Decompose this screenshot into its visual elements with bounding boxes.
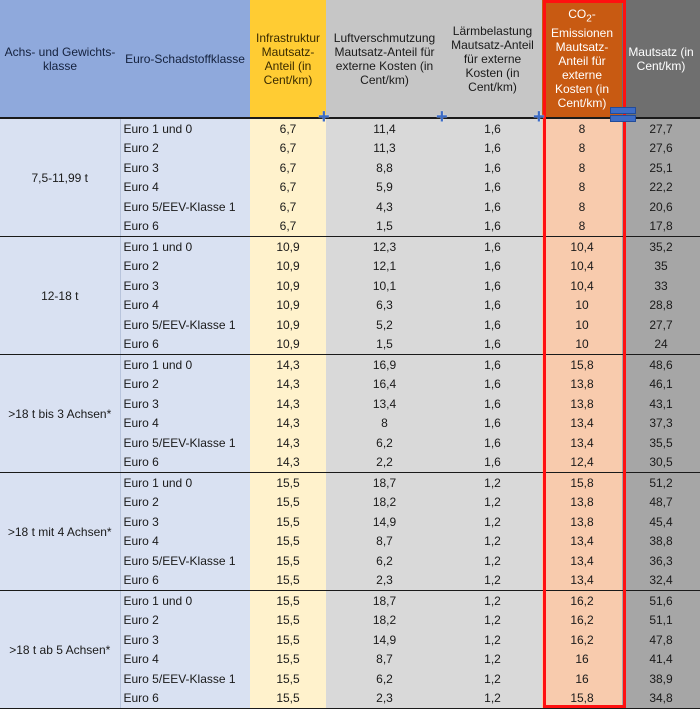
header-infrastructure: Infrastruktur Mautsatz-Anteil (in Cent/km) <box>250 0 326 118</box>
air-pollution-cell: 12,3 <box>326 237 443 257</box>
noise-cell: 1,2 <box>443 473 542 493</box>
co2-cell: 8 <box>542 158 622 178</box>
header-co2-subscript: 2 <box>586 13 592 25</box>
euro-class-cell: Euro 2 <box>120 375 250 395</box>
weight-class-cell: 7,5-11,99 t <box>0 118 120 237</box>
euro-class-cell: Euro 4 <box>120 532 250 552</box>
euro-class-cell: Euro 2 <box>120 611 250 631</box>
infrastructure-cell: 15,5 <box>250 689 326 709</box>
toll-rate-cell: 41,4 <box>622 650 700 670</box>
noise-cell: 1,6 <box>443 355 542 375</box>
euro-class-cell: Euro 2 <box>120 139 250 159</box>
table-row <box>0 355 700 375</box>
plus-operator-icon: + <box>533 106 545 128</box>
infrastructure-cell: 10,9 <box>250 257 326 277</box>
air-pollution-cell: 2,2 <box>326 453 443 473</box>
co2-cell: 10,4 <box>542 257 622 277</box>
infrastructure-cell: 15,5 <box>250 630 326 650</box>
euro-class-cell: Euro 2 <box>120 257 250 277</box>
air-pollution-cell: 1,5 <box>326 217 443 237</box>
infrastructure-cell: 15,5 <box>250 532 326 552</box>
plus-operator-icon: + <box>318 106 330 128</box>
infrastructure-cell: 10,9 <box>250 237 326 257</box>
air-pollution-cell: 18,2 <box>326 611 443 631</box>
co2-cell: 16 <box>542 650 622 670</box>
co2-cell: 13,4 <box>542 532 622 552</box>
infrastructure-cell: 14,3 <box>250 453 326 473</box>
plus-operator-icon: + <box>436 106 448 128</box>
noise-cell: 1,6 <box>443 139 542 159</box>
noise-cell: 1,2 <box>443 571 542 591</box>
noise-cell: 1,2 <box>443 611 542 631</box>
co2-cell: 13,8 <box>542 375 622 395</box>
toll-rate-cell: 32,4 <box>622 571 700 591</box>
air-pollution-cell: 13,4 <box>326 394 443 414</box>
noise-cell: 1,2 <box>443 689 542 709</box>
noise-cell: 1,6 <box>443 315 542 335</box>
co2-cell: 10 <box>542 296 622 316</box>
equals-operator-icon <box>610 106 634 122</box>
air-pollution-cell: 2,3 <box>326 571 443 591</box>
euro-class-cell: Euro 4 <box>120 296 250 316</box>
toll-rate-cell: 24 <box>622 335 700 355</box>
equals-bar-bottom <box>610 115 636 122</box>
toll-rate-cell: 38,8 <box>622 532 700 552</box>
euro-class-cell: Euro 4 <box>120 178 250 198</box>
noise-cell: 1,6 <box>443 257 542 277</box>
euro-class-cell: Euro 5/EEV-Klasse 1 <box>120 315 250 335</box>
euro-class-cell: Euro 5/EEV-Klasse 1 <box>120 669 250 689</box>
air-pollution-cell: 8,8 <box>326 158 443 178</box>
toll-rate-cell: 38,9 <box>622 669 700 689</box>
noise-cell: 1,6 <box>443 237 542 257</box>
euro-class-cell: Euro 4 <box>120 650 250 670</box>
header-co2 <box>542 0 622 118</box>
co2-cell: 8 <box>542 139 622 159</box>
infrastructure-cell: 6,7 <box>250 118 326 139</box>
table-body <box>0 118 700 709</box>
infrastructure-cell: 14,3 <box>250 375 326 395</box>
toll-rate-cell: 51,6 <box>622 591 700 611</box>
air-pollution-cell: 5,2 <box>326 315 443 335</box>
co2-cell: 10,4 <box>542 237 622 257</box>
infrastructure-cell: 15,5 <box>250 571 326 591</box>
euro-class-cell: Euro 3 <box>120 630 250 650</box>
table-row <box>0 118 700 139</box>
infrastructure-cell: 15,5 <box>250 493 326 513</box>
air-pollution-cell: 18,2 <box>326 493 443 513</box>
infrastructure-cell: 6,7 <box>250 139 326 159</box>
euro-class-cell: Euro 3 <box>120 158 250 178</box>
toll-rate-cell: 34,8 <box>622 689 700 709</box>
infrastructure-cell: 6,7 <box>250 158 326 178</box>
air-pollution-cell: 1,5 <box>326 335 443 355</box>
infrastructure-cell: 10,9 <box>250 335 326 355</box>
infrastructure-cell: 14,3 <box>250 414 326 434</box>
weight-class-cell: >18 t ab 5 Achsen* <box>0 591 120 709</box>
toll-rate-cell: 35 <box>622 257 700 277</box>
euro-class-cell: Euro 1 und 0 <box>120 591 250 611</box>
infrastructure-cell: 10,9 <box>250 315 326 335</box>
co2-cell: 10,4 <box>542 276 622 296</box>
co2-cell: 8 <box>542 217 622 237</box>
euro-class-cell: Euro 3 <box>120 276 250 296</box>
noise-cell: 1,6 <box>443 197 542 217</box>
header-co2-suffix: -Emissionen Mautsatz-Anteil für externe Kosten (in Cent/km) <box>550 6 614 111</box>
toll-rate-cell: 17,8 <box>622 217 700 237</box>
weight-class-cell: 12-18 t <box>0 237 120 355</box>
infrastructure-cell: 6,7 <box>250 197 326 217</box>
euro-class-cell: Euro 4 <box>120 414 250 434</box>
co2-cell: 16,2 <box>542 630 622 650</box>
noise-cell: 1,6 <box>443 276 542 296</box>
infrastructure-cell: 15,5 <box>250 611 326 631</box>
co2-cell: 16 <box>542 669 622 689</box>
air-pollution-cell: 11,3 <box>326 139 443 159</box>
euro-class-cell: Euro 6 <box>120 689 250 709</box>
toll-rate-cell: 36,3 <box>622 551 700 571</box>
noise-cell: 1,2 <box>443 493 542 513</box>
table-row <box>0 591 700 611</box>
header-air-pollution: Luftverschmutzung Mautsatz-Anteil für externe Kosten (in Cent/km) <box>326 0 443 118</box>
header-euro-class: Euro-Schadstoffklasse <box>120 0 250 118</box>
co2-cell: 8 <box>542 197 622 217</box>
air-pollution-cell: 6,3 <box>326 296 443 316</box>
co2-cell: 13,4 <box>542 414 622 434</box>
toll-rate-cell: 48,6 <box>622 355 700 375</box>
toll-rate-cell: 27,6 <box>622 139 700 159</box>
co2-cell: 13,4 <box>542 433 622 453</box>
air-pollution-cell: 11,4 <box>326 118 443 139</box>
toll-rate-cell: 30,5 <box>622 453 700 473</box>
toll-rate-cell: 25,1 <box>622 158 700 178</box>
toll-rate-cell: 45,4 <box>622 512 700 532</box>
co2-cell: 8 <box>542 178 622 198</box>
air-pollution-cell: 4,3 <box>326 197 443 217</box>
noise-cell: 1,2 <box>443 630 542 650</box>
air-pollution-cell: 16,4 <box>326 375 443 395</box>
infrastructure-cell: 6,7 <box>250 178 326 198</box>
co2-cell: 16,2 <box>542 591 622 611</box>
euro-class-cell: Euro 6 <box>120 335 250 355</box>
header-noise: Lärmbelastung Mautsatz-Anteil für externe Kosten (in Cent/km) <box>443 0 542 118</box>
co2-cell: 10 <box>542 315 622 335</box>
infrastructure-cell: 6,7 <box>250 217 326 237</box>
noise-cell: 1,6 <box>443 217 542 237</box>
noise-cell: 1,2 <box>443 512 542 532</box>
table-row <box>0 237 700 257</box>
co2-cell: 15,8 <box>542 689 622 709</box>
toll-rate-cell: 35,5 <box>622 433 700 453</box>
toll-rate-cell: 48,7 <box>622 493 700 513</box>
co2-cell: 13,8 <box>542 493 622 513</box>
air-pollution-cell: 6,2 <box>326 551 443 571</box>
euro-class-cell: Euro 2 <box>120 493 250 513</box>
air-pollution-cell: 18,7 <box>326 473 443 493</box>
infrastructure-cell: 15,5 <box>250 473 326 493</box>
air-pollution-cell: 6,2 <box>326 669 443 689</box>
air-pollution-cell: 12,1 <box>326 257 443 277</box>
noise-cell: 1,2 <box>443 650 542 670</box>
toll-rate-cell: 37,3 <box>622 414 700 434</box>
euro-class-cell: Euro 3 <box>120 394 250 414</box>
noise-cell: 1,6 <box>443 335 542 355</box>
toll-rate-cell: 20,6 <box>622 197 700 217</box>
co2-cell: 15,8 <box>542 355 622 375</box>
co2-cell: 16,2 <box>542 611 622 631</box>
weight-class-cell: >18 t mit 4 Achsen* <box>0 473 120 591</box>
euro-class-cell: Euro 6 <box>120 217 250 237</box>
euro-class-cell: Euro 5/EEV-Klasse 1 <box>120 197 250 217</box>
air-pollution-cell: 18,7 <box>326 591 443 611</box>
air-pollution-cell: 14,9 <box>326 512 443 532</box>
infrastructure-cell: 15,5 <box>250 669 326 689</box>
toll-rate-cell: 51,1 <box>622 611 700 631</box>
infrastructure-cell: 15,5 <box>250 551 326 571</box>
infrastructure-cell: 15,5 <box>250 512 326 532</box>
air-pollution-cell: 5,9 <box>326 178 443 198</box>
euro-class-cell: Euro 6 <box>120 453 250 473</box>
co2-cell: 15,8 <box>542 473 622 493</box>
noise-cell: 1,6 <box>443 296 542 316</box>
infrastructure-cell: 14,3 <box>250 394 326 414</box>
euro-class-cell: Euro 6 <box>120 571 250 591</box>
noise-cell: 1,6 <box>443 453 542 473</box>
air-pollution-cell: 6,2 <box>326 433 443 453</box>
noise-cell: 1,2 <box>443 591 542 611</box>
euro-class-cell: Euro 1 und 0 <box>120 118 250 139</box>
air-pollution-cell: 16,9 <box>326 355 443 375</box>
noise-cell: 1,6 <box>443 414 542 434</box>
air-pollution-cell: 10,1 <box>326 276 443 296</box>
co2-cell: 13,8 <box>542 394 622 414</box>
infrastructure-cell: 15,5 <box>250 650 326 670</box>
air-pollution-cell: 14,9 <box>326 630 443 650</box>
header-class: Achs- und Gewichts-klasse <box>0 0 120 118</box>
co2-cell: 13,4 <box>542 571 622 591</box>
noise-cell: 1,2 <box>443 551 542 571</box>
euro-class-cell: Euro 1 und 0 <box>120 473 250 493</box>
infrastructure-cell: 15,5 <box>250 591 326 611</box>
noise-cell: 1,6 <box>443 118 542 139</box>
co2-cell: 13,8 <box>542 512 622 532</box>
weight-class-cell: >18 t bis 3 Achsen* <box>0 355 120 473</box>
noise-cell: 1,6 <box>443 178 542 198</box>
infrastructure-cell: 14,3 <box>250 355 326 375</box>
header-row <box>0 0 700 118</box>
toll-rate-cell: 51,2 <box>622 473 700 493</box>
noise-cell: 1,6 <box>443 375 542 395</box>
toll-rate-cell: 46,1 <box>622 375 700 395</box>
euro-class-cell: Euro 1 und 0 <box>120 355 250 375</box>
infrastructure-cell: 14,3 <box>250 433 326 453</box>
air-pollution-cell: 8 <box>326 414 443 434</box>
toll-rate-cell: 47,8 <box>622 630 700 650</box>
noise-cell: 1,2 <box>443 532 542 552</box>
co2-cell: 10 <box>542 335 622 355</box>
infrastructure-cell: 10,9 <box>250 296 326 316</box>
header-co2-prefix: CO <box>568 6 587 21</box>
co2-cell: 12,4 <box>542 453 622 473</box>
noise-cell: 1,2 <box>443 669 542 689</box>
co2-cell: 13,4 <box>542 551 622 571</box>
air-pollution-cell: 8,7 <box>326 650 443 670</box>
header-toll-rate: Mautsatz (in Cent/km) <box>622 0 700 118</box>
noise-cell: 1,6 <box>443 433 542 453</box>
co2-cell: 8 <box>542 118 622 139</box>
toll-rate-cell: 27,7 <box>622 118 700 139</box>
toll-rate-cell: 43,1 <box>622 394 700 414</box>
toll-rate-cell: 28,8 <box>622 296 700 316</box>
toll-rate-cell: 35,2 <box>622 237 700 257</box>
euro-class-cell: Euro 1 und 0 <box>120 237 250 257</box>
equals-bar-top <box>610 107 636 114</box>
toll-rate-cell: 27,7 <box>622 315 700 335</box>
air-pollution-cell: 8,7 <box>326 532 443 552</box>
air-pollution-cell: 2,3 <box>326 689 443 709</box>
euro-class-cell: Euro 3 <box>120 512 250 532</box>
infrastructure-cell: 10,9 <box>250 276 326 296</box>
noise-cell: 1,6 <box>443 394 542 414</box>
euro-class-cell: Euro 5/EEV-Klasse 1 <box>120 433 250 453</box>
euro-class-cell: Euro 5/EEV-Klasse 1 <box>120 551 250 571</box>
toll-rate-cell: 33 <box>622 276 700 296</box>
toll-rate-cell: 22,2 <box>622 178 700 198</box>
noise-cell: 1,6 <box>443 158 542 178</box>
table-row <box>0 473 700 493</box>
